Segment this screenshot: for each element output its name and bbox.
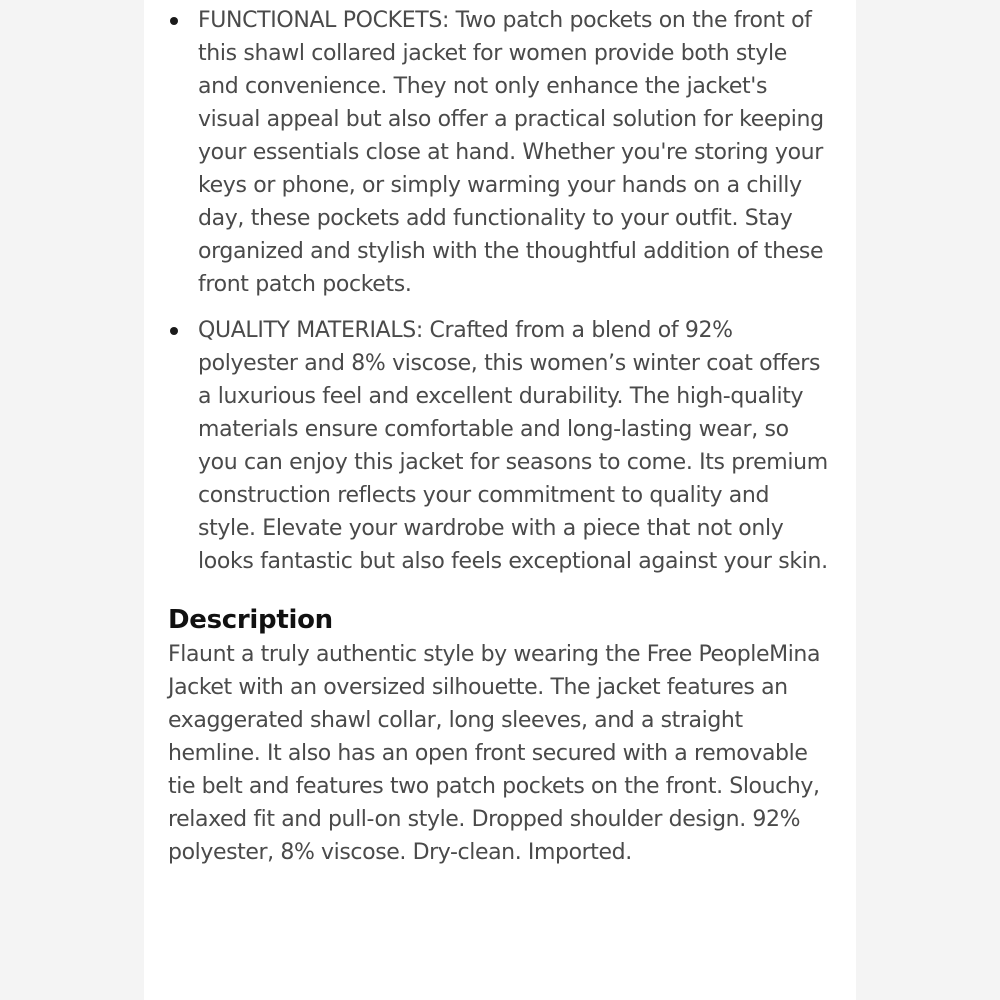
description-heading: Description bbox=[168, 605, 333, 635]
feature-bullet-list bbox=[168, 4, 832, 578]
feature-bullet bbox=[168, 314, 832, 578]
feature-bullet bbox=[168, 4, 832, 301]
product-details-panel bbox=[144, 0, 856, 1000]
feature-bullet-text: FUNCTIONAL POCKETS: Two patch pockets on the front of this shawl collared jacket for women provide both style and convenience. They not only enhance the jacket's visual appeal but also offer a practical solution for keeping your essentials close at hand. Whether you're storing your keys or phone, or simply warming your hands on a chilly day, these pockets add functionality to your outfit. Stay organized and stylish with the thoughtful addition of these front patch pockets. bbox=[198, 8, 824, 297]
product-details-content bbox=[168, 4, 832, 869]
bullet-dot-icon bbox=[170, 17, 178, 25]
feature-bullet-text: QUALITY MATERIALS: Crafted from a blend of 92% polyester and 8% viscose, this women’s winter coat offers a luxurious feel and excellent durability. The high-quality materials ensure comfortable and long-lasting wear, so you can enjoy this jacket for seasons to come. Its premium construction reflects your commitment to quality and style. Elevate your wardrobe with a piece that not only looks fantastic but also feels exceptional against your skin. bbox=[198, 318, 828, 574]
description-text: Flaunt a truly authentic style by wearing the Free PeopleMina Jacket with an oversized silhouette. The jacket features an exaggerated shawl collar, long sleeves, and a straight hemline. It also has an open front secured with a removable tie belt and features two patch pockets on the front. Slouchy, relaxed fit and pull-on style. Dropped shoulder design. 92% polyester, 8% viscose. Dry-clean. Imported. bbox=[168, 642, 821, 865]
bullet-dot-icon bbox=[170, 327, 178, 335]
